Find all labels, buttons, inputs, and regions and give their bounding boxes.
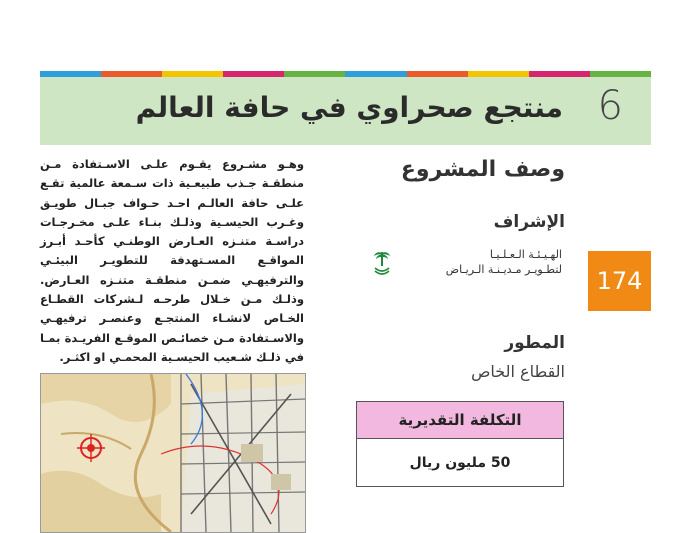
cost-label: التكلفة التقديرية xyxy=(357,402,563,439)
map-graphic xyxy=(41,374,305,532)
section-number: 6 xyxy=(597,83,623,129)
cost-value: 50 مليون ريال xyxy=(409,454,511,471)
page-number-badge: 174 xyxy=(588,251,651,311)
logo-text-line2: لتطـويـر مـديـنـة الـريـاض xyxy=(445,263,562,276)
logo-text-line1: الهـيـئـة الـعـلـيـا xyxy=(489,248,562,261)
cost-table xyxy=(356,401,564,487)
developer-value: القطاع الخاص xyxy=(471,362,565,381)
developer-label: المطور xyxy=(504,333,565,353)
project-description: وهـو مشـروع يقـوم علـى الاسـتفادة مـن منطقـة جـذب طبيعـية ذات سـمعة عالمية تقـع علـى حافة العالـم احـد حـواف جبـال طويـق وغـرب الحيسـية وذلـك بنـاء علـى مخـرجـات دراسـة متنـزه العـارض الوطنـي كأحـد أبـرز المواقـع المسـتهدفة للتطويـر البيئـي والترفيهـي ضمـن منطقـة متنـزه العـارض. وذلـك مـن خـلال طرحـه لـشركات القطـاع الخـاص لانشـاء المنتجـع وعنصـر ترفيهـي والاسـتفادة مـن خصائـص الموقـع الفريـدة بمـا في ذلـك شـعيب الحيسـية المحمـي او اكثـر. xyxy=(40,157,304,364)
authority-logo xyxy=(372,248,562,280)
supervision-label: الإشراف xyxy=(493,212,565,232)
description-heading: وصف المشروع xyxy=(400,157,565,182)
title-banner xyxy=(40,77,651,145)
palm-swords-emblem-icon xyxy=(372,248,392,278)
location-map xyxy=(40,373,306,533)
page-title: منتجع صحراوي في حافة العالم xyxy=(135,91,563,124)
